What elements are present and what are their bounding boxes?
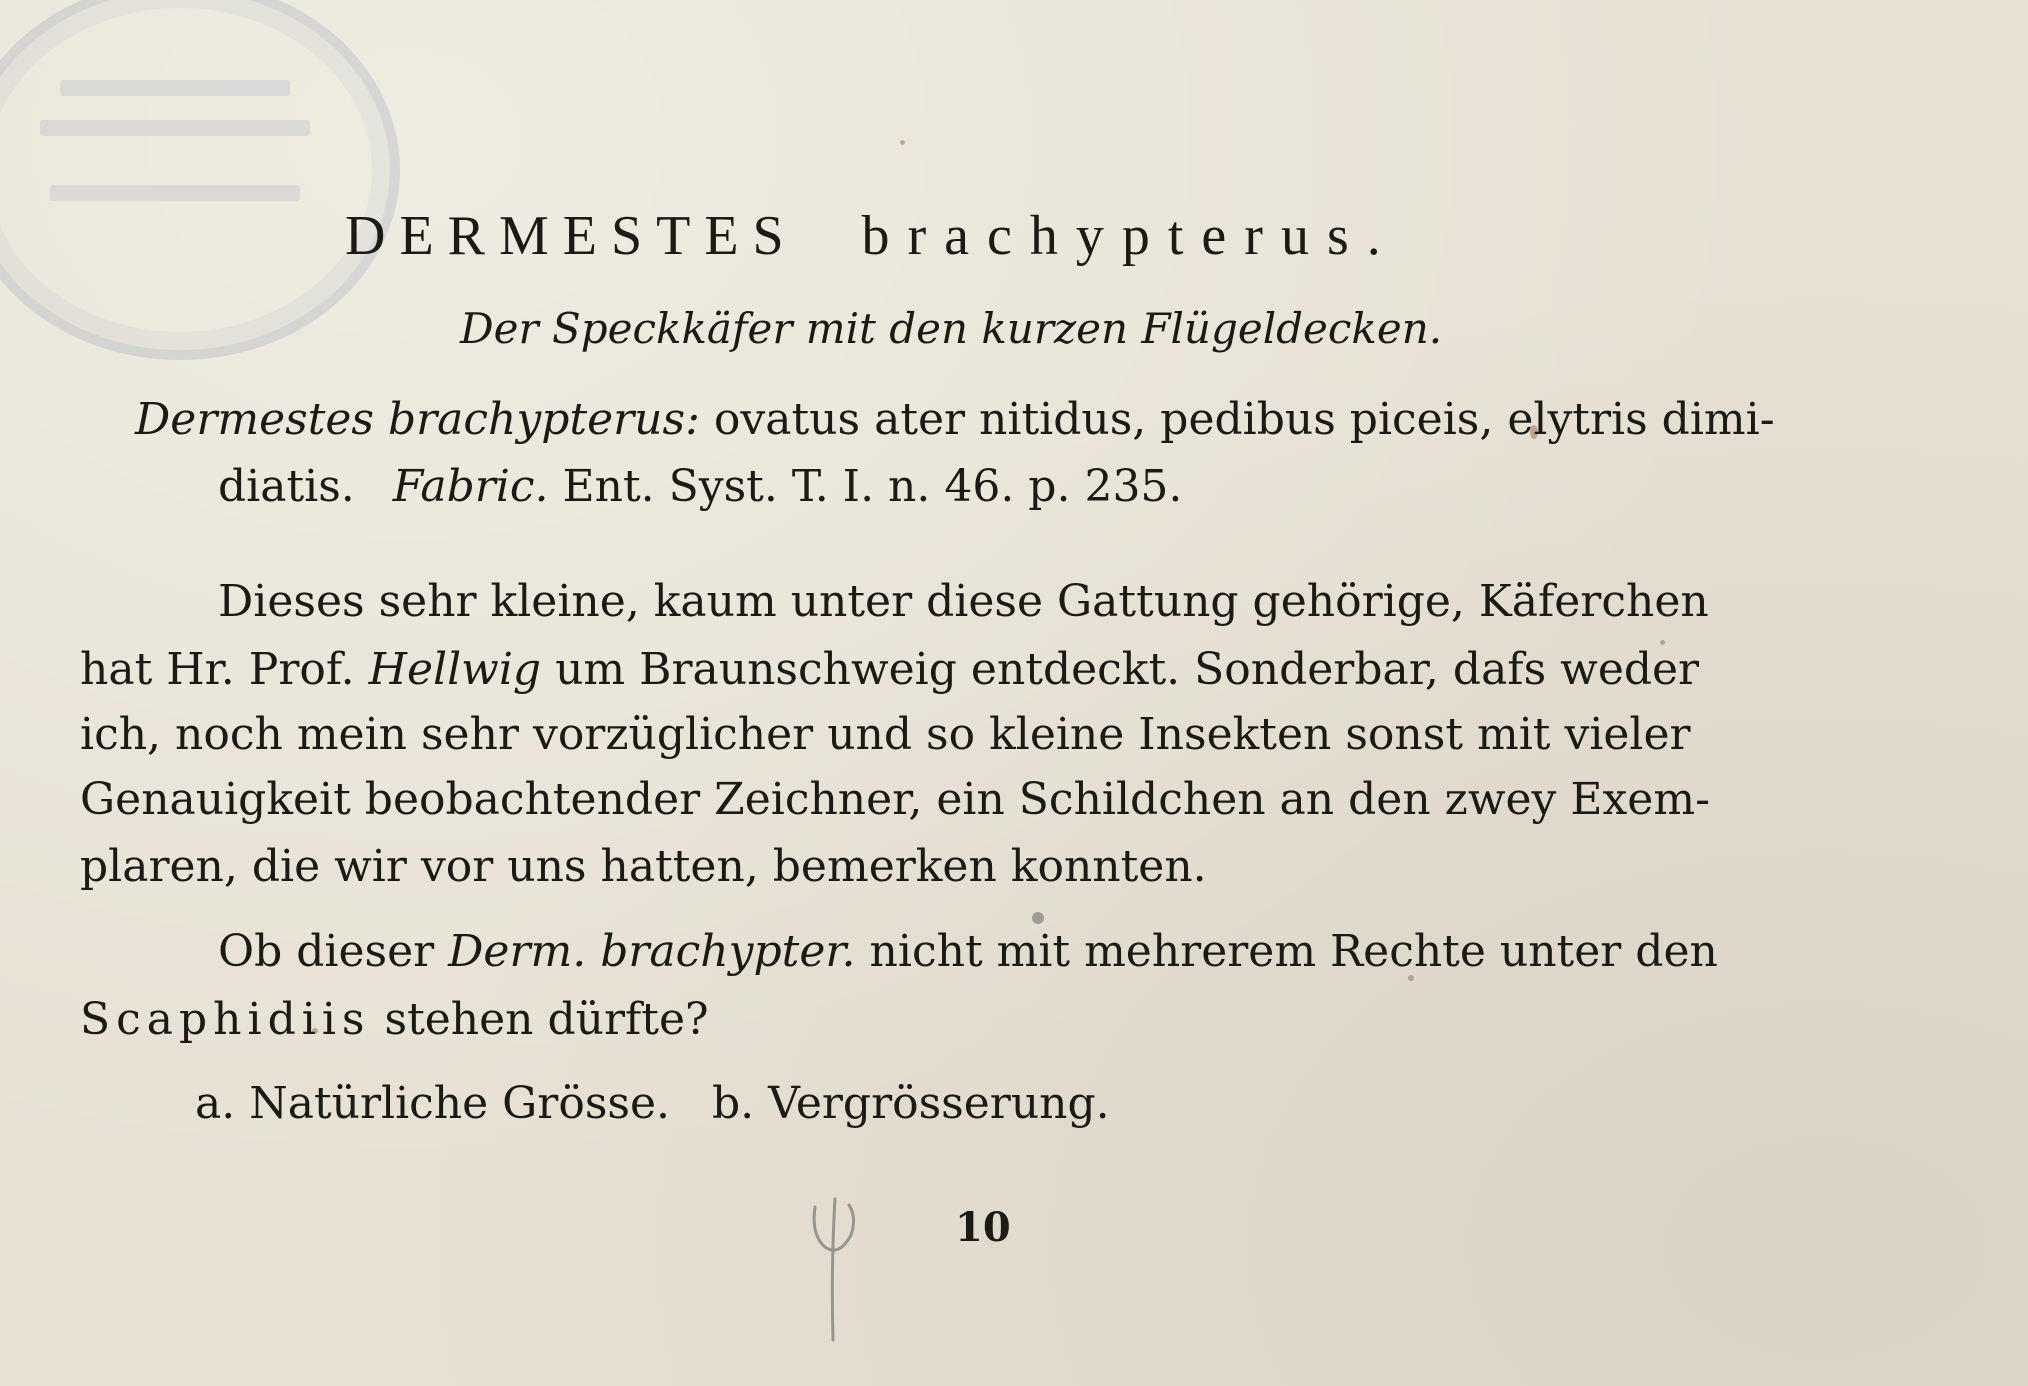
paragraph-2-line-1	[218, 926, 1718, 977]
diagnosis-line-1	[135, 394, 1775, 445]
figure-legend: a. Natürliche Grösse. b. Vergrösserung.	[195, 1078, 1110, 1129]
page-number: 10	[955, 1204, 1011, 1251]
library-stamp	[0, 0, 400, 360]
text-run: hat Hr. Prof.	[80, 644, 355, 695]
species-abbreviation: Derm. brachypter.	[448, 926, 856, 977]
paragraph-2-line-2	[80, 994, 709, 1045]
paragraph-1-line-5: plaren, die wir vor uns hatten, bemerken konnten.	[80, 841, 1207, 892]
pencil-mark-icon	[805, 1195, 865, 1345]
paragraph-1-line-2	[80, 644, 1700, 695]
text-run: um Braunschweig entdeckt. Sonderbar, dafs weder	[555, 644, 1700, 695]
paragraph-1-line-4: Genauigkeit beobachtender Zeichner, ein Schildchen an den zwey Exem-	[80, 774, 1710, 825]
paragraph-1-line-1: Dieses sehr kleine, kaum unter diese Gattung gehörige, Käferchen	[218, 576, 1709, 627]
diagnosis-line-2	[218, 461, 1183, 512]
text-run: nicht mit mehrerem Rechte unter den	[869, 926, 1718, 977]
paragraph-1-line-3: ich, noch mein sehr vorzüglicher und so kleine Insekten sonst mit vieler	[80, 709, 1691, 760]
page-title	[345, 205, 1399, 267]
genus-name: DERMESTES	[345, 205, 798, 267]
diagnosis-text-end: diatis.	[218, 461, 355, 512]
reference-author: Fabric.	[392, 461, 549, 512]
species-designation: Dermestes brachypterus:	[135, 394, 700, 445]
paper-speck	[1032, 912, 1044, 924]
species-name: brachypterus.	[861, 205, 1399, 267]
person-name: Hellwig	[368, 644, 542, 695]
stamp-text-line	[40, 120, 310, 136]
subtitle: Der Speckkäfer mit den kurzen Flügeldecken.	[460, 304, 1443, 353]
genus-reference: Scaphidiis	[80, 994, 371, 1045]
diagnosis-text: ovatus ater nitidus, pedibus piceis, elytris dimi-	[713, 394, 1775, 445]
text-run: stehen dürfte?	[384, 994, 709, 1045]
reference-citation: Ent. Syst. T. I. n. 46. p. 235.	[562, 461, 1183, 512]
stamp-text-line	[60, 80, 290, 96]
paper-speck	[900, 140, 905, 145]
stamp-text-line	[50, 185, 300, 201]
text-run: Ob dieser	[218, 926, 435, 977]
